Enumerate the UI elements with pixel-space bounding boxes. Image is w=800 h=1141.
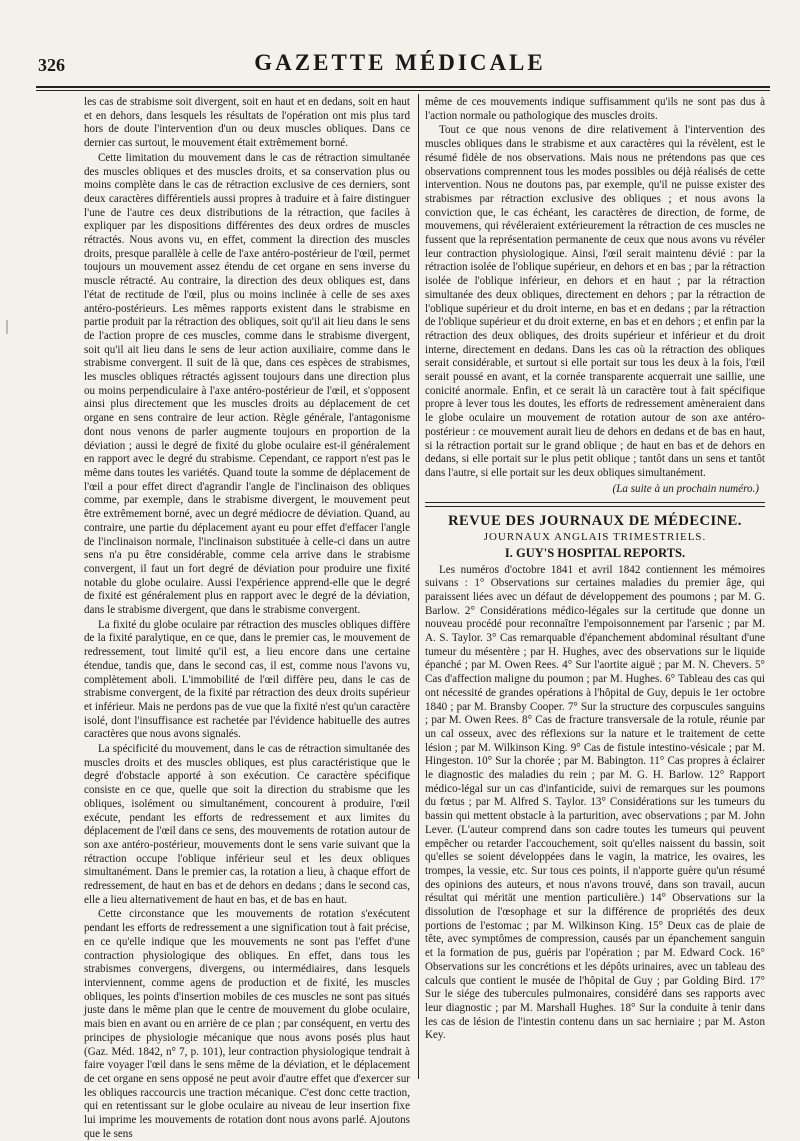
column-divider [418,94,419,1079]
margin-mark [6,320,14,334]
section-rule-thin [425,506,765,507]
right-paragraph-1: même de ces mouvements indique suffisamment qu'ils ne sont pas dus à l'action normale ou pathologique des muscles droits. [425,96,765,122]
left-paragraph-1: les cas de strabisme soit divergent, soit en haut et en dedans, soit en haut et en dehors, dans lesquels les résultats de l'opération ont mis plus tard hors de doute l'intervention d'un ou deux muscles obliques. Dans ce dernier cas surtout, le mouvement était extrêmement borné. [84,96,410,150]
section-title: REVUE DES JOURNAUX DE MÉDECINE. [448,513,742,530]
masthead-title: GAZETTE MÉDICALE [254,50,546,75]
right-paragraph-2: Tout ce que nous venons de dire relativement à l'intervention des muscles obliques dans le strabisme et aux caractères qui la révèlent, est le résumé fidèle de nos observations. Mais nous ne prétendons pas que ces observations comprennent tous les modes possibles ou déjà réalisés de cette intervention. Nous ne doutons pas, par exemple, qu'il ne puisse exister des strabismes par rétraction exclusive des obliques ; et nous avons la conviction que, le cas échéant, les caractères de direction, de forme, de mouvemens, qui révéleraient extérieurement la rétraction de ces muscles ne fussent que la représentation permanente de ceux que nous avons vu révéler leur contraction physiologique. Ainsi, l'œil serait maintenu dévié : par la rétraction isolée de l'oblique supérieur, en dehors et en bas ; par la rétraction isolée de l'oblique inférieur, en dehors et en haut ; par la rétraction simultanée des deux obliques, directement en dehors ; par la rétraction de l'oblique supérieur et du droit interne, en bas et en dedans ; par la rétraction de l'oblique supérieur et du droit externe, en bas et en dehors ; et enfin par la rétraction des deux obliques, des droits supérieur et inférieur et du droit interne, directement en dedans. Dans les cas où la rétraction des obliques serait considérable, et surtout si elle portait sur tous les deux à la fois, l'œil serait poussé en avant, et la cornée transparente acquerrait une saillie, une conicité anormale. Enfin, et ce serait là un caractère tout à fait spécifique propre à lever tous les doutes, les efforts de redressement amèneraient dans le globe oculaire un mouvement de rotation autour de son axe antéro-postérieur : ce mouvement aurait lieu de dehors en dedans et de bas en haut, si la rétraction portait sur le grand oblique ; de haut en bas et de dehors en dedans, si elle portait sur le plus petit oblique ; tantôt dans un sens et tantôt dans l'autre, si elle portait sur les deux obliques simultanément. [425,124,765,479]
right-paragraph-3: Les numéros d'octobre 1841 et avril 1842 contiennent les mémoires suivans : 1° Observations sur certaines maladies du premier âge, qui paraissent liées avec un défaut de développement des poumons ; par M. G. Barlow. 2° Considérations médico-légales sur la certitude que donne un nouveau procédé pour reconnaître l'empoisonnement par l'arsenic ; par M. A. S. Taylor. 3° Cas remarquable d'épanchement abdominal résultant d'une tumeur du mésentère ; par H. Hughes, avec des observations sur le liquide épanché ; par M. Owen Rees. 4° Sur l'aortite aiguë ; par M. N. Chevers. 5° Cas d'affection maligne du poumon ; par M. Hughes. 6° Tableau des cas qui ont nécessité de grandes opérations à l'hôpital de Guy, depuis le 1er octobre 1840 ; par M. Bransby Cooper. 7° Sur la structure des corpuscules sanguins ; par M. Owen Rees. 8° Cas de fracture transversale de la rotule, réunie par un cal osseux, avec des réflexions sur la nature et le traitement de cette lésion ; par M. Wilkinson King. 9° Cas de fistule intestino-vésicale ; par M. Hingeston. 10° Sur la chorée ; par M. Babington. 11° Cas propres à éclairer le diagnostic des maladies du rein ; par M. G. H. Barlow. 12° Rapport médico-légal sur un cas d'infanticide, suivi de remarques sur les poumons du fœtus ; par M. Alfred S. Taylor. 13° Considérations sur les tumeurs du bassin qui mettent obstacle à la parturition, avec observations ; par M. John Lever. (L'auteur comprend dans son cadre toutes les tumeurs qui peuvent empêcher ou retarder l'accouchement, soit qu'elles naissent du bassin, soit qu'elles se soient développées dans le vagin, la matrice, les ovaires, les trompes, la vessie, etc. Sur tous ces points, il n'apporte guère qu'un résumé des opinions des auteurs, et nous n'avons trouvé, dans son travail, aucun résultat qui mérität une mention particulière.) 14° Observations sur la dissolution de l'œsophage et sur la différence de propriétés des deux portions de l'estomac ; par M. Wilkinson King. 15° Deux cas de plaie de tête, avec symptômes de compression, causés par un épanchement sanguin et la formation de pus, guéris par l'opération ; par M. Edward Cock. 16° Observations sur les concrétions et les dépôts urinaires, avec un tableau des calculs que contient le musée de l'hôpital de Guy ; par Golding Bird. 17° Sur le siége des tubercules pulmonaires, considéré dans ses rapports avec leur diagnostic ; par M. Marshall Hughes. 18° Sur la conduite à tenir dans les cas de lésion de l'intestin contenu dans un sac herniaire ; par M. Aston Key. [425,563,765,1042]
header-rule [36,86,770,88]
section-subtitle: JOURNAUX ANGLAIS TRIMESTRIELS. [483,531,707,544]
left-column [84,96,410,1141]
left-paragraph-3: La fixité du globe oculaire par rétraction des muscles obliques diffère de la fixité paralytique, en ce que, dans le premier cas, le mouvement de redressement, tout limité qu'il est, a lieu encore dans une certaine étendue, tandis que, dans le second cas, il est, comme nous l'avons vu, complètement aboli. L'immobilité de l'œil diffère peu, dans le cas de strabisme convergent, de la fixité par rétraction des deux droits supérieur et inférieur. Mais ne perdons pas de vue que la fixité n'est qu'un caractère isolé, dont l'insuffisance est rachetée par l'évidence habituelle des autres caractères que nous avons signalés. [84,618,410,741]
header-rule-thin [36,90,770,91]
section-rule [425,502,765,503]
page-number: 326 [38,55,65,75]
right-column [425,96,765,1043]
section-heading: I. GUY'S HOSPITAL REPORTS. [504,545,686,560]
left-paragraph-4: La spécificité du mouvement, dans le cas de rétraction simultanée des muscles droits et des muscles obliques, est plus caractéristique que le degré d'obstacle apporté à son exécution. Ce caractère spécifique consiste en ce que, quelle que soit la direction du strabisme que les obliques, isolément ou simultanément, concourent à produire, l'œil exécute, pendant les efforts de redressement et aux limites du déplacement de l'œil dans ce sens, des mouvements de rotation autour de son axe antéro-postérieur, mouvements dont le sens varie suivant que la rétraction occupe l'oblique inférieur seul et les deux obliques simultanément. Dans le premier cas, la rotation a lieu, à chaque effort de redressement, de haut en bas et de dehors en dedans ; dans le second cas, elle a lieu alternativement de haut en bas, et de bas en haut. [84,743,410,906]
left-paragraph-2: Cette limitation du mouvement dans le cas de rétraction simultanée des muscles obliques et des muscles droits, et sa conservation plus ou moins complète dans le cas de rétraction exclusive de ces derniers, sont deux caractères différentiels aussi propres à traduire et à faire distinguer l'une de l'autre ces deux distributions de la rétraction, que faciles à expliquer par les dispositions différentes des deux ordres de muscles rétractés. Nous avons vu, en effet, comment la direction des muscles droits, presque parallèle à celle de l'axe antéro-postérieur de l'œil, permet toujours un mouvement assez étendu de cet organe en sens inverse du muscle rétracté. Au contraire, la direction des deux obliques est, dans l'état de rectitude de l'œil, plus ou moins inclinée à celle de ses axes antéro-postérieurs. Les mêmes rapports existent dans le strabisme en partie produit par la rétraction des obliques, soit qu'il ait lieu dans le sens de l'action propre de ces muscles, comme dans le strabisme divergent, soit qu'il ait lieu dans le sens de leur action auxiliaire, comme dans le strabisme convergent. Il suit de là que, dans ces espèces de strabismes, les muscles obliques rétractés agissent toujours dans une direction plus ou moins perpendiculaire à l'axe antéro-postérieur de l'œil, et s'opposent ainsi plus directement que les muscles droits au déplacement de cet organe en sens contraire de leur action. Règle générale, l'antagonisme dont nous venons de parler augmente toujours en proportion de la déviation ; aussi le degré de fixité du globe oculaire est-il généralement en rapport avec le degré du strabisme. Cependant, ce rapport n'est pas le même dans toutes les variétés. Quand toute la somme de déplacement de l'œil a pour effet direct d'agrandir l'angle de l'inclinaison des obliques comme, par exemple, dans le strabisme divergent, le mouvement peut être extrêmement borné, avec un degré médiocre de déviation. Quand, au contraire, une partie du déplacement ayant eu pour effet d'effacer l'angle de l'inclinaison normale, l'inclinaison substituée à celle-ci dans un autre sens n'a pu être considérable, comme cela arrive dans le strabisme convergent, il faut un fort degré de déviation pour produire une fixité notable du globe oculaire. Aussi l'expérience apprend-elle que le degré de fixité est généralement plus en rapport avec le degré de la déviation, dans le strabisme divergent, que dans le strabisme convergent. [84,151,410,617]
left-paragraph-5: Cette circonstance que les mouvements de rotation s'exécutent pendant les efforts de redressement a une signification tout à fait précise, en ce qu'elle indique que les mouvements ne sont pas l'effet d'une contraction physiologique des obliques. En effet, dans tous les strabismes convergens, divergens, ou intermédiaires, dans lesquels interviennent, comme agens de production et de fixité, les muscles obliques, les points d'insertion mobiles de ces muscles ne sont pas situés juste dans le même plan que le centre de mouvement du globe oculaire, mais bien en avant ou en arrière de ce plan ; par conséquent, en vertu des principes de physiologie mécanique que nous avons posés plus haut (Gaz. Méd. 1842, n° 7, p. 101), leur contraction physiologique tendrait à faire voyager l'œil dans le sens même de la déviation, et le déplacement de cet organe en sens opposé ne peut avoir d'autre effet que d'exercer sur les obliques raccourcis une traction mécanique. C'est donc cette traction, qui en retentissant sur le globe oculaire au niveau de leur insertion fixe lui imprime les mouvements de rotation dont nous avons parlé. Ajoutons que le sens [84,908,410,1140]
closing-note: (La suite à un prochain numéro.) [612,482,759,495]
